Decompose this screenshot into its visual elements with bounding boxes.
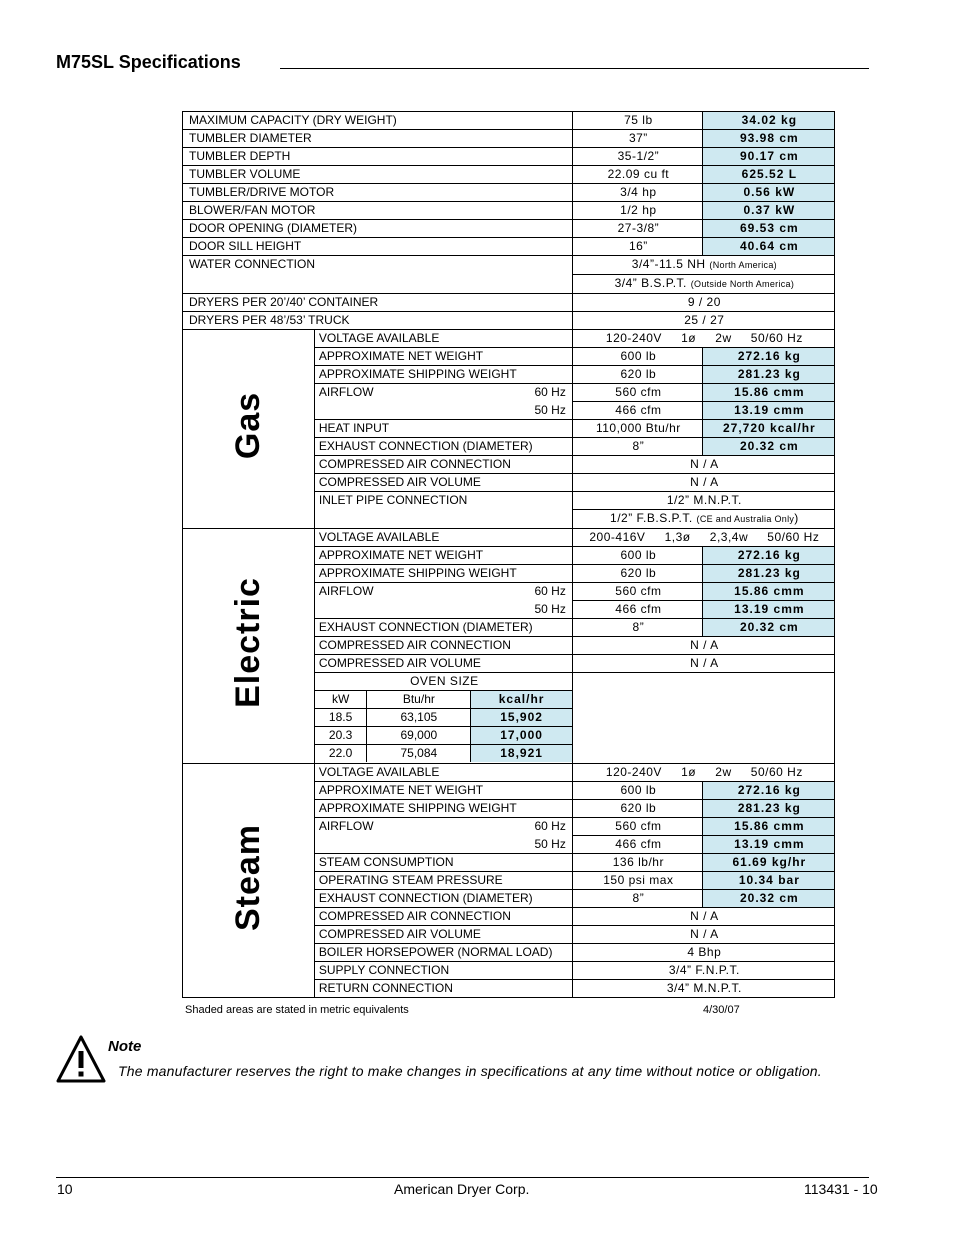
- spec-us-value: 22.09 cu ft: [572, 166, 702, 184]
- spec-metric-value: 272.16 kg: [702, 348, 834, 366]
- table-row: [183, 529, 835, 547]
- table-row: [183, 294, 835, 312]
- table-row: [183, 238, 835, 256]
- spec-us-value: 110,000 Btu/hr: [572, 420, 702, 438]
- spec-label: APPROXIMATE SHIPPING WEIGHT: [314, 800, 572, 818]
- document-number: 113431 - 10: [804, 1181, 878, 1197]
- spec-label: [314, 601, 572, 619]
- spec-value: 4 Bhp: [572, 944, 834, 962]
- spec-metric-value: 0.37 kW: [702, 202, 834, 220]
- spec-value: 3/4” M.N.P.T.: [572, 980, 834, 998]
- oven-header-btu: Btu/hr: [367, 691, 471, 709]
- spec-metric-value: 13.19 cmm: [702, 402, 834, 420]
- note-text: The manufacturer reserves the right to make changes in specifications at any time without notice or obligation.: [118, 1063, 822, 1079]
- table-row: [183, 220, 835, 238]
- note-heading: Note: [108, 1038, 142, 1055]
- spec-label: AIRFLOW 60 Hz: [314, 583, 572, 601]
- spec-us-value: 3/4 hp: [572, 184, 702, 202]
- spec-value: N / A: [572, 655, 834, 673]
- spec-metric-value: 272.16 kg: [702, 782, 834, 800]
- table-row: [183, 764, 835, 782]
- page-number: 10: [57, 1181, 73, 1197]
- spec-metric-value: 281.23 kg: [702, 366, 834, 384]
- oven-kcal: 15,902: [471, 709, 572, 727]
- spec-label: RETURN CONNECTION: [314, 980, 572, 998]
- hz-label: 60 Hz: [534, 819, 566, 833]
- spec-label: VOLTAGE AVAILABLE: [314, 764, 572, 782]
- electric-section-label: Electric: [183, 529, 315, 764]
- spec-label: OPERATING STEAM PRESSURE: [314, 872, 572, 890]
- spec-metric-value: 90.17 cm: [702, 148, 834, 166]
- warning-icon: [56, 1034, 106, 1084]
- spec-us-value: 466 cfm: [572, 402, 702, 420]
- spec-value: 25 / 27: [572, 312, 834, 330]
- spec-us-value: 620 lb: [572, 800, 702, 818]
- spec-metric-value: 15.86 cmm: [702, 818, 834, 836]
- spec-us-value: 600 lb: [572, 348, 702, 366]
- spec-metric-value: 0.56 kW: [702, 184, 834, 202]
- spec-label: APPROXIMATE SHIPPING WEIGHT: [314, 366, 572, 384]
- oven-blank-area: [572, 673, 834, 764]
- spec-label: COMPRESSED AIR CONNECTION: [314, 908, 572, 926]
- spec-label: EXHAUST CONNECTION (DIAMETER): [314, 619, 572, 637]
- spec-us-value: 27-3/8”: [572, 220, 702, 238]
- oven-kw: 20.3: [315, 727, 367, 745]
- spec-metric-value: 281.23 kg: [702, 565, 834, 583]
- table-row: [183, 330, 835, 348]
- spec-metric-value: 10.34 bar: [702, 872, 834, 890]
- footer-rule: [56, 1177, 869, 1178]
- spec-label: EXHAUST CONNECTION (DIAMETER): [314, 890, 572, 908]
- spec-metric-value: 20.32 cm: [702, 438, 834, 456]
- spec-label: DOOR SILL HEIGHT: [183, 238, 573, 256]
- spec-label: HEAT INPUT: [314, 420, 572, 438]
- gas-section-label: Gas: [183, 330, 315, 529]
- spec-metric-value: 13.19 cmm: [702, 601, 834, 619]
- oven-row: [315, 709, 572, 727]
- electric-voltage: 200-416V 1,3ø 2,3,4w 50/60 Hz: [572, 529, 834, 547]
- water-connection-na: 3/4”-11.5 NH (North America): [572, 256, 834, 275]
- spec-us-value: 620 lb: [572, 366, 702, 384]
- spec-label: APPROXIMATE NET WEIGHT: [314, 782, 572, 800]
- spec-label: EXHAUST CONNECTION (DIAMETER): [314, 438, 572, 456]
- spec-label: COMPRESSED AIR VOLUME: [314, 655, 572, 673]
- spec-metric-value: 281.23 kg: [702, 800, 834, 818]
- spec-metric-value: 625.52 L: [702, 166, 834, 184]
- spec-label: VOLTAGE AVAILABLE: [314, 529, 572, 547]
- spec-us-value: 136 lb/hr: [572, 854, 702, 872]
- spec-us-value: 150 psi max: [572, 872, 702, 890]
- spec-label: DOOR OPENING (DIAMETER): [183, 220, 573, 238]
- spec-label: AIRFLOW 60 Hz: [314, 384, 572, 402]
- spec-label: COMPRESSED AIR VOLUME: [314, 474, 572, 492]
- oven-kw: 22.0: [315, 745, 367, 763]
- spec-label: INLET PIPE CONNECTION: [314, 492, 572, 529]
- spec-us-value: 560 cfm: [572, 384, 702, 402]
- spec-label: APPROXIMATE NET WEIGHT: [314, 547, 572, 565]
- spec-metric-value: 13.19 cmm: [702, 836, 834, 854]
- spec-label: SUPPLY CONNECTION: [314, 962, 572, 980]
- hz-label: 50 Hz: [534, 601, 566, 616]
- spec-us-value: 466 cfm: [572, 836, 702, 854]
- title-rule: [280, 68, 869, 69]
- oven-kcal: 17,000: [471, 727, 572, 745]
- table-row: [183, 130, 835, 148]
- spec-value: N / A: [572, 637, 834, 655]
- spec-label: [314, 402, 572, 420]
- spec-label: APPROXIMATE NET WEIGHT: [314, 348, 572, 366]
- spec-value: 1/2” M.N.P.T.: [572, 492, 834, 510]
- spec-value: 3/4” F.N.P.T.: [572, 962, 834, 980]
- gas-voltage: 120-240V 1ø 2w 50/60 Hz: [572, 330, 834, 348]
- oven-kw: 18.5: [315, 709, 367, 727]
- hz-label: 50 Hz: [534, 402, 566, 417]
- spec-label: COMPRESSED AIR CONNECTION: [314, 637, 572, 655]
- spec-us-value: 37”: [572, 130, 702, 148]
- spec-us-value: 16”: [572, 238, 702, 256]
- spec-us-value: 8”: [572, 890, 702, 908]
- oven-header-kw: kW: [315, 691, 367, 709]
- hz-label: 60 Hz: [534, 385, 566, 399]
- table-row: [183, 202, 835, 220]
- spec-label: TUMBLER DIAMETER: [183, 130, 573, 148]
- table-row: [183, 112, 835, 130]
- spec-label: BLOWER/FAN MOTOR: [183, 202, 573, 220]
- spec-metric-value: 93.98 cm: [702, 130, 834, 148]
- spec-metric-value: 20.32 cm: [702, 619, 834, 637]
- spec-value: N / A: [572, 926, 834, 944]
- spec-label: COMPRESSED AIR VOLUME: [314, 926, 572, 944]
- spec-us-value: 35-1/2”: [572, 148, 702, 166]
- spec-us-value: 1/2 hp: [572, 202, 702, 220]
- spec-label: TUMBLER/DRIVE MOTOR: [183, 184, 573, 202]
- spec-table: [182, 111, 835, 998]
- footer-company: American Dryer Corp.: [394, 1181, 530, 1197]
- oven-kcal: 18,921: [471, 745, 572, 763]
- steam-section-label: Steam: [183, 764, 315, 998]
- spec-us-value: 8”: [572, 619, 702, 637]
- oven-btu: 69,000: [367, 727, 471, 745]
- spec-label: WATER CONNECTION: [183, 256, 573, 294]
- spec-label: [314, 836, 572, 854]
- spec-label: DRYERS PER 20’/40’ CONTAINER: [183, 294, 573, 312]
- spec-label: STEAM CONSUMPTION: [314, 854, 572, 872]
- spec-us-value: 466 cfm: [572, 601, 702, 619]
- spec-us-value: 560 cfm: [572, 583, 702, 601]
- water-connection-intl: 3/4” B.S.P.T. (Outside North America): [572, 275, 834, 294]
- table-footnote: Shaded areas are stated in metric equivalents: [185, 1004, 409, 1016]
- spec-us-value: 8”: [572, 438, 702, 456]
- oven-row: [315, 745, 572, 763]
- table-row: [183, 148, 835, 166]
- spec-us-value: 560 cfm: [572, 818, 702, 836]
- spec-metric-value: 34.02 kg: [702, 112, 834, 130]
- spec-metric-value: 61.69 kg/hr: [702, 854, 834, 872]
- spec-value: 1/2” F.B.S.P.T. (CE and Australia Only): [572, 510, 834, 529]
- spec-label: VOLTAGE AVAILABLE: [314, 330, 572, 348]
- spec-metric-value: 27,720 kcal/hr: [702, 420, 834, 438]
- spec-us-value: 75 lb: [572, 112, 702, 130]
- oven-row: [315, 727, 572, 745]
- spec-metric-value: 40.64 cm: [702, 238, 834, 256]
- table-date: 4/30/07: [703, 1004, 740, 1016]
- oven-btu: 75,084: [367, 745, 471, 763]
- steam-voltage: 120-240V 1ø 2w 50/60 Hz: [572, 764, 834, 782]
- spec-label: APPROXIMATE SHIPPING WEIGHT: [314, 565, 572, 583]
- table-row: [183, 256, 835, 275]
- spec-value: N / A: [572, 456, 834, 474]
- table-row: [183, 184, 835, 202]
- oven-header-row: [315, 691, 572, 709]
- spec-label: TUMBLER DEPTH: [183, 148, 573, 166]
- oven-size-heading: OVEN SIZE: [314, 673, 572, 691]
- table-row: [183, 166, 835, 184]
- hz-label: 60 Hz: [534, 584, 566, 598]
- oven-header-kcal: kcal/hr: [471, 691, 572, 709]
- spec-label: MAXIMUM CAPACITY (DRY WEIGHT): [183, 112, 573, 130]
- spec-metric-value: 272.16 kg: [702, 547, 834, 565]
- spec-label: AIRFLOW 60 Hz: [314, 818, 572, 836]
- page-title: M75SL Specifications: [56, 52, 241, 72]
- spec-value: 9 / 20: [572, 294, 834, 312]
- hz-label: 50 Hz: [534, 836, 566, 851]
- spec-label: TUMBLER VOLUME: [183, 166, 573, 184]
- spec-metric-value: 20.32 cm: [702, 890, 834, 908]
- spec-metric-value: 69.53 cm: [702, 220, 834, 238]
- oven-size-table: [314, 691, 572, 764]
- table-row: [183, 312, 835, 330]
- spec-label: BOILER HORSEPOWER (NORMAL LOAD): [314, 944, 572, 962]
- spec-us-value: 600 lb: [572, 782, 702, 800]
- spec-metric-value: 15.86 cmm: [702, 384, 834, 402]
- oven-btu: 63,105: [367, 709, 471, 727]
- spec-value: N / A: [572, 908, 834, 926]
- spec-us-value: 600 lb: [572, 547, 702, 565]
- spec-us-value: 620 lb: [572, 565, 702, 583]
- spec-label: COMPRESSED AIR CONNECTION: [314, 456, 572, 474]
- spec-label: DRYERS PER 48’/53’ TRUCK: [183, 312, 573, 330]
- spec-metric-value: 15.86 cmm: [702, 583, 834, 601]
- spec-value: N / A: [572, 474, 834, 492]
